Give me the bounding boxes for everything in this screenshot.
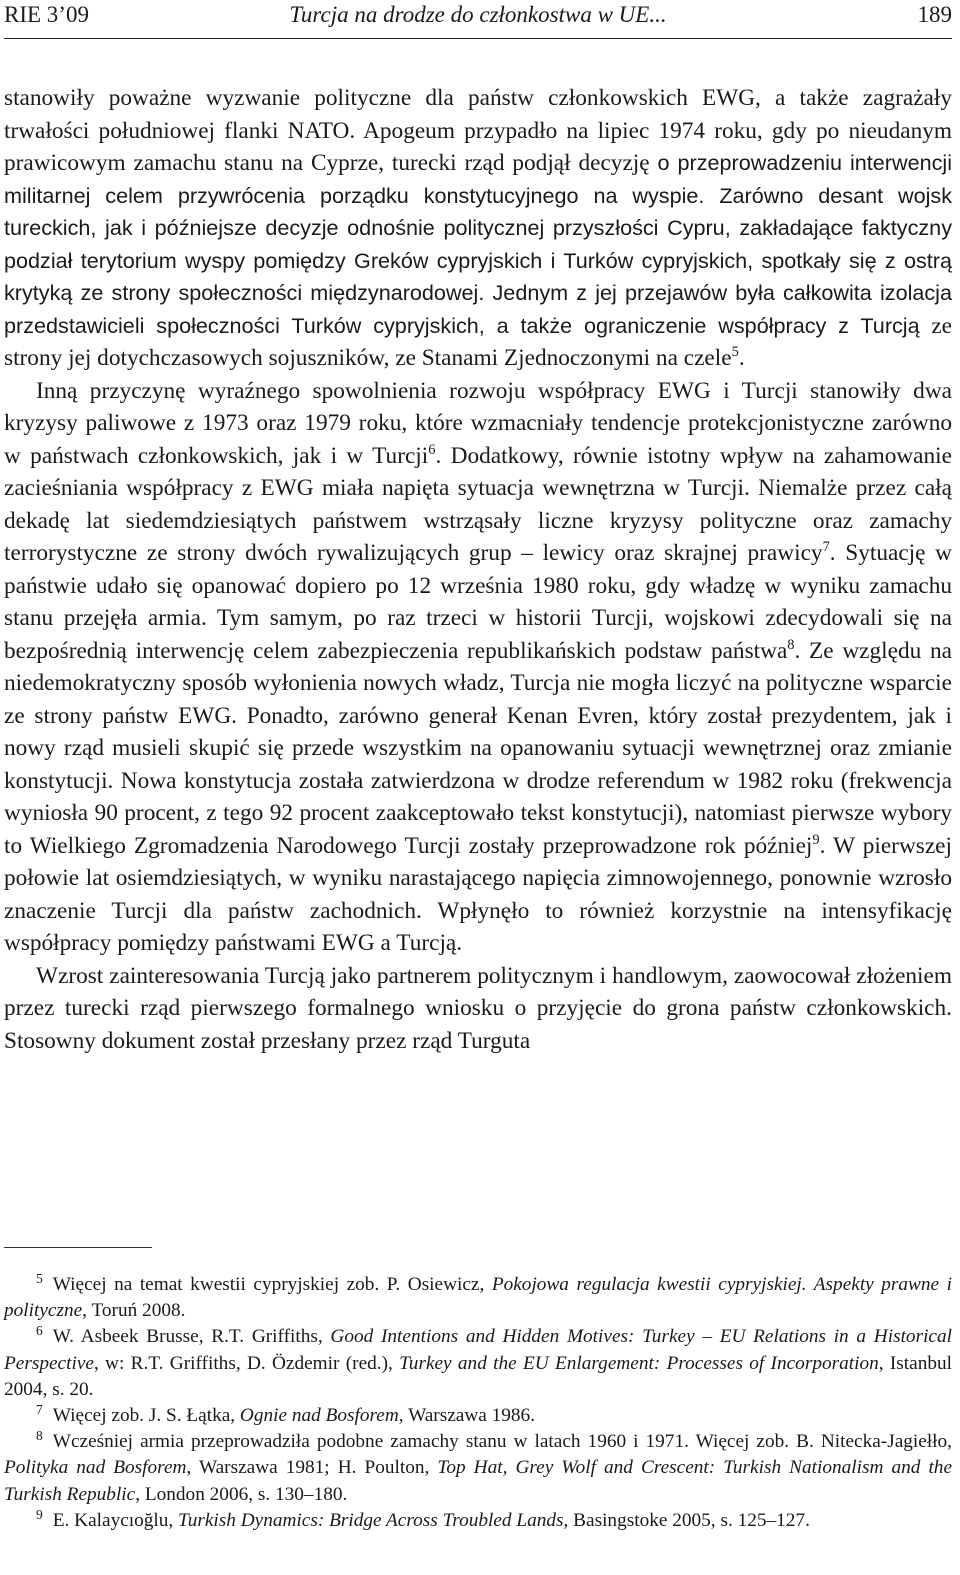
running-title: Turcja na drodze do członkostwa w UE... bbox=[289, 2, 667, 27]
paragraph-2 bbox=[4, 375, 952, 960]
footnote-6-text-end: , Istanbul 2004, s. 20. bbox=[4, 1352, 952, 1400]
footnote-5-text: Więcej na temat kwestii cypryjskiej zob. P. Osiewicz, bbox=[52, 1274, 492, 1295]
footnote-8-text: Wcześniej armia przeprowadziła podobne zamachy stanu w latach 1960 i 1971. Więcej zob. B. Nitecka-Jagiełło, bbox=[52, 1431, 952, 1453]
paragraph-1-part-c: ze strony jej dotychczasowych sojuszników, ze Stanami Zjednoczonymi na czele bbox=[4, 312, 952, 371]
footnote-5 bbox=[4, 1272, 952, 1324]
footnote-7-text-end: , Warszawa 1986. bbox=[398, 1405, 536, 1427]
footnote-rule bbox=[4, 1247, 152, 1248]
footnote-ref-9: 9 bbox=[812, 831, 820, 848]
footnote-7 bbox=[4, 1403, 952, 1429]
paragraph-1-end: . bbox=[738, 345, 745, 371]
footnote-6 bbox=[4, 1324, 952, 1403]
journal-issue: RIE 3’09 bbox=[4, 2, 89, 27]
footnotes bbox=[4, 1272, 952, 1534]
paragraph-2-part-a: Inną przyczynę wyraźnego spowolnienia rozwoju współpracy EWG i Turcji stanowiły dwa kryzysy paliwowe z 1973 oraz 1979 roku, które wzmacniały tendencje protekcjonistyczne zarówno w państwach członkowskich, jak i w Turcji bbox=[4, 377, 952, 469]
footnote-9-number: 9 bbox=[36, 1506, 43, 1522]
footnote-ref-5: 5 bbox=[731, 344, 739, 361]
footnote-8-number: 8 bbox=[36, 1428, 43, 1444]
footnote-6-title-2: Turkey and the EU Enlargement: Processes of Incorporation bbox=[399, 1352, 879, 1374]
footnote-9-title: Turkish Dynamics: Bridge Across Troubled Lands bbox=[178, 1509, 564, 1531]
footnote-7-title: Ognie nad Bosforem bbox=[239, 1405, 399, 1427]
footnote-5-text-end: , Toruń 2008. bbox=[82, 1300, 186, 1322]
paragraph-2-part-c: . Sytuację w państwie udało się opanować dopiero po 12 września 1980 roku, gdy władzę w wyniku zamachu stanu przejęła armia. Tym samym, po raz trzeci w historii Turcji, wojskowi zdecydowali się na bezpośrednią interwencję celem zabezpieczenia republikańskich podstaw państwa bbox=[4, 540, 952, 664]
footnote-6-title: Good Intentions and Hidden Motives: Turkey – EU Relations in a Historical Perspective bbox=[4, 1326, 952, 1374]
page-header bbox=[4, 0, 952, 34]
paragraph-1 bbox=[4, 82, 952, 375]
footnote-6-number: 6 bbox=[36, 1323, 43, 1339]
footnote-7-number: 7 bbox=[36, 1402, 43, 1418]
footnote-8-title-2: Top Hat, Grey Wolf and Crescent: Turkish Nationalism and the Turkish Republic bbox=[4, 1457, 953, 1505]
paragraph-2-part-b: . Dodatkowy, równie istotny wpływ na zahamowanie zacieśniania współpracy z EWG miała napięta sytuacja wewnętrzna w Turcji. Niemalże przez całą dekadę lat siedemdziesiątych państwem wstrząsały liczne kryzysy polityczne oraz zamachy terrorystyczne ze strony dwóch rywalizujących grup – lewicy oraz skrajnej prawicy bbox=[4, 442, 952, 566]
footnote-9 bbox=[4, 1508, 952, 1534]
main-text bbox=[4, 82, 952, 1057]
header-rule bbox=[4, 38, 952, 39]
footnote-8-text-mid: , Warszawa 1981; H. Poulton, bbox=[186, 1457, 438, 1479]
footnote-8-title: Polityka nad Bosforem bbox=[4, 1457, 187, 1479]
footnote-9-text-end: , Basingstoke 2005, s. 125–127. bbox=[563, 1509, 810, 1531]
footnote-ref-6: 6 bbox=[428, 441, 436, 458]
footnote-ref-7: 7 bbox=[822, 539, 830, 556]
footnote-8-text-end: , London 2006, s. 130–180. bbox=[135, 1483, 348, 1505]
footnote-ref-8: 8 bbox=[787, 636, 795, 653]
footnote-5-title: Pokojowa regulacja kwestii cypryjskiej. Aspekty prawne i polityczne bbox=[4, 1274, 952, 1322]
footnote-6-text-mid: , w: R.T. Griffiths, D. Özdemir (red.), bbox=[93, 1352, 400, 1374]
footnote-6-text: W. Asbeek Brusse, R.T. Griffiths, bbox=[52, 1326, 331, 1348]
footnote-9-text: E. Kalaycıoğlu, bbox=[52, 1509, 179, 1531]
page-number: 189 bbox=[917, 2, 952, 27]
footnote-8 bbox=[4, 1429, 952, 1508]
footnote-7-text: Więcej zob. J. S. Łątka, bbox=[52, 1405, 240, 1427]
paragraph-3: Wzrost zainteresowania Turcją jako partnerem politycznym i handlowym, zaowocował złożeniem przez turecki rząd pierwszego formalnego wniosku o przyjęcie do grona państw członkowskich. Stosowny dokument został przesłany przez rząd Turguta bbox=[4, 962, 952, 1054]
paragraph-1-part-a: stanowiły poważne wyzwanie polityczne dla państw członkowskich EWG, a także zagrażały trwałości południowej flanki NATO. Apogeum przypadło na lipiec 1974 roku, gdy po nieudanym prawicowym zamachu stanu na Cyprze, turecki rząd podjął decyzję bbox=[4, 85, 952, 176]
paragraph-2-part-d: . Ze względu na niedemokratyczny sposób wyłonienia nowych władz, Turcja nie mogła liczyć na polityczne wsparcie ze strony państw EWG. Ponadto, zarówno generał Kenan Evren, który został prezydentem, jak i nowy rząd musieli skupić się przede wszystkim na opanowaniu sytuacji wewnętrznej oraz zmianie konstytucji. Nowa konstytucja została zatwierdzona w drodze referendum w 1982 roku (frekwencja wyniosła 90 procent, z tego 92 procent zaakceptowało tekst konstytucji), natomiast pierwsze wybory to Wielkiego Zgromadzenia Narodowego Turcji zostały przeprowadzone rok później bbox=[4, 637, 952, 859]
footnote-5-number: 5 bbox=[36, 1271, 43, 1286]
paragraph-2-part-e: . W pierwszej połowie lat osiemdziesiątych, w wyniku narastającego napięcia zimnowojennego, ponownie wzrosło znaczenie Turcji dla państw zachodnich. Wpłynęło to również korzystnie na intensyfikację współpracy pomiędzy państwami EWG a Turcją. bbox=[4, 832, 952, 956]
paragraph-1-part-b: o przeprowadzeniu interwencji militarnej celem przywrócenia porządku konstytucyjnego na wyspie. Zarówno desant wojsk tureckich, jak i późniejsze decyzje odnośnie politycznej przyszłości Cypru, zakładające faktyczny podział terytorium wyspy pomiędzy Greków cypryjskich i Turków cypryjskich, spotkały się z ostrą krytyką ze strony społeczności międzynarodowej. Jednym z jej przejawów była całkowita izolacja przedstawicieli społeczności Turków cypryjskich, a także ograniczenie współpracy z Turcją bbox=[4, 150, 952, 338]
